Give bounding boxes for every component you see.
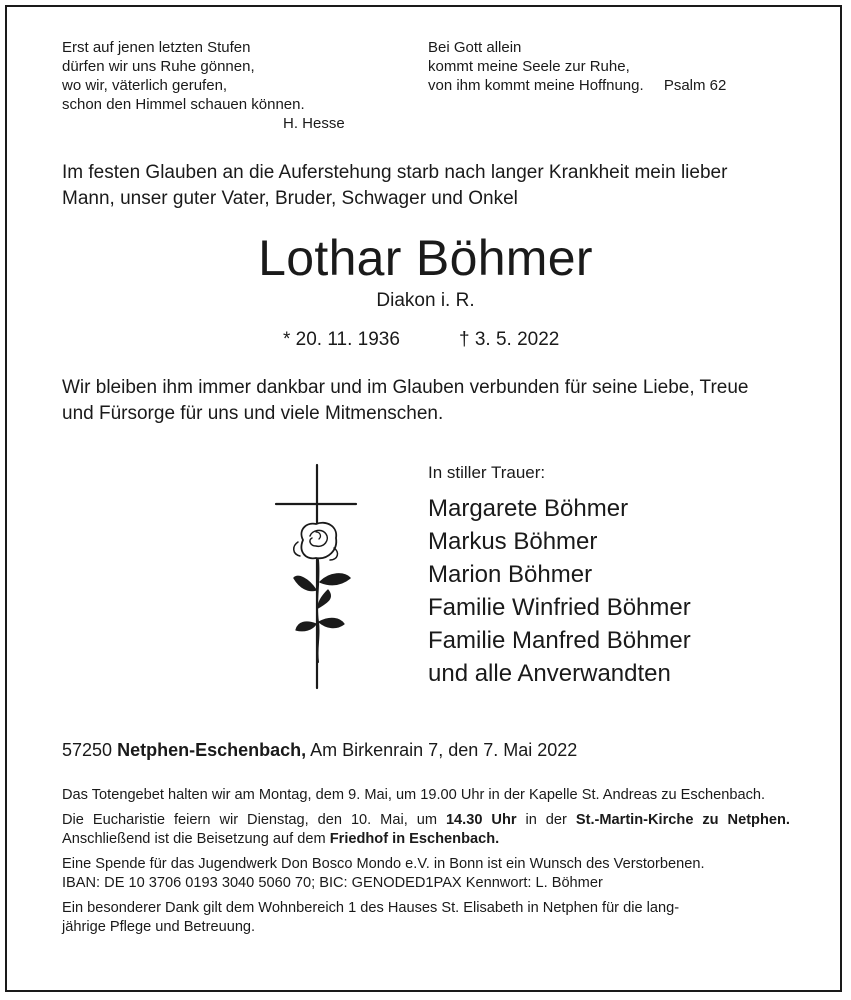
intro-line: Mann, unser guter Vater, Bruder, Schwager und Onkel bbox=[62, 188, 518, 209]
tribute-text bbox=[62, 375, 748, 427]
prayer-notice: Das Totengebet halten wir am Montag, dem 9. Mai, um 19.00 Uhr in der Kapelle St. Andreas zu Eschenbach. bbox=[62, 787, 766, 803]
poem-hesse bbox=[62, 38, 345, 133]
poem-psalm bbox=[428, 38, 726, 95]
birth-date: * 20. 11. 1936 bbox=[283, 329, 400, 350]
thanks-line: Ein besonderer Dank gilt dem Wohnbereich 1 des Hauses St. Elisabeth in Netphen für die lang- bbox=[62, 900, 680, 916]
poem-line: wo wir, väterlich gerufen, bbox=[62, 77, 228, 94]
address-line bbox=[62, 740, 577, 761]
eucharist-text: Anschließend ist die Beisetzung auf dem bbox=[62, 831, 326, 847]
eucharist-notice bbox=[62, 811, 790, 849]
donation-bank: IBAN: DE 10 3706 0193 3040 5060 70; BIC: GENODED1PAX Kennwort: L. Böhmer bbox=[62, 875, 603, 891]
mourner-name: Familie Manfred Böhmer bbox=[428, 627, 691, 654]
mourner-name: Markus Böhmer bbox=[428, 528, 598, 555]
poem-author: H. Hesse bbox=[283, 115, 345, 132]
eucharist-time: 14.30 Uhr bbox=[445, 812, 517, 828]
intro-line: Im festen Glauben an die Auferstehung starb nach langer Krankheit mein lieber bbox=[62, 162, 728, 183]
mourner-name: Marion Böhmer bbox=[428, 561, 593, 588]
postal-code: 57250 bbox=[62, 740, 113, 760]
deceased-title: Diakon i. R. bbox=[376, 290, 475, 311]
psalm-source: Psalm 62 bbox=[663, 77, 727, 94]
death-date: † 3. 5. 2022 bbox=[459, 329, 560, 350]
notices-block bbox=[62, 786, 790, 937]
mourning-heading: In stiller Trauer: bbox=[428, 463, 546, 482]
mourners-list bbox=[428, 492, 691, 690]
address-rest: Am Birkenrain 7, den 7. Mai 2022 bbox=[310, 740, 578, 760]
mourner-name: und alle Anverwandten bbox=[428, 660, 671, 687]
poem-line: Erst auf jenen letzten Stufen bbox=[62, 39, 251, 56]
intro-text bbox=[62, 160, 727, 212]
psalm-text: von ihm kommt meine Hoffnung. bbox=[428, 77, 644, 94]
poem-line: dürfen wir uns Ruhe gönnen, bbox=[62, 58, 255, 75]
cemetery-name: Friedhof in Eschenbach. bbox=[329, 831, 500, 847]
psalm-line bbox=[428, 76, 726, 95]
deceased-name: Lothar Böhmer bbox=[258, 230, 593, 286]
eucharist-text: in der bbox=[525, 812, 567, 828]
psalm-line: kommt meine Seele zur Ruhe, bbox=[428, 58, 630, 75]
mourner-name: Margarete Böhmer bbox=[428, 495, 629, 522]
cross-rose-icon bbox=[268, 462, 368, 690]
psalm-line: Bei Gott allein bbox=[428, 39, 522, 56]
tribute-line: und Fürsorge für uns und viele Mitmenschen. bbox=[62, 403, 444, 424]
eucharist-text: Die Eucharistie feiern wir Dienstag, den 10. Mai, um bbox=[62, 812, 437, 828]
place-name: Netphen-Eschenbach, bbox=[117, 740, 307, 760]
mourner-name: Familie Winfried Böhmer bbox=[428, 594, 691, 621]
poem-line: schon den Himmel schauen können. bbox=[62, 96, 305, 113]
donation-line: Eine Spende für das Jugendwerk Don Bosco Mondo e.V. in Bonn ist ein Wunsch des Verstorbenen. bbox=[62, 856, 705, 872]
thanks-line: jährige Pflege und Betreuung. bbox=[62, 919, 256, 935]
tribute-line: Wir bleiben ihm immer dankbar und im Glauben verbunden für seine Liebe, Treue bbox=[62, 377, 749, 398]
eucharist-church: St.-Martin-Kirche zu Netphen. bbox=[575, 812, 790, 828]
